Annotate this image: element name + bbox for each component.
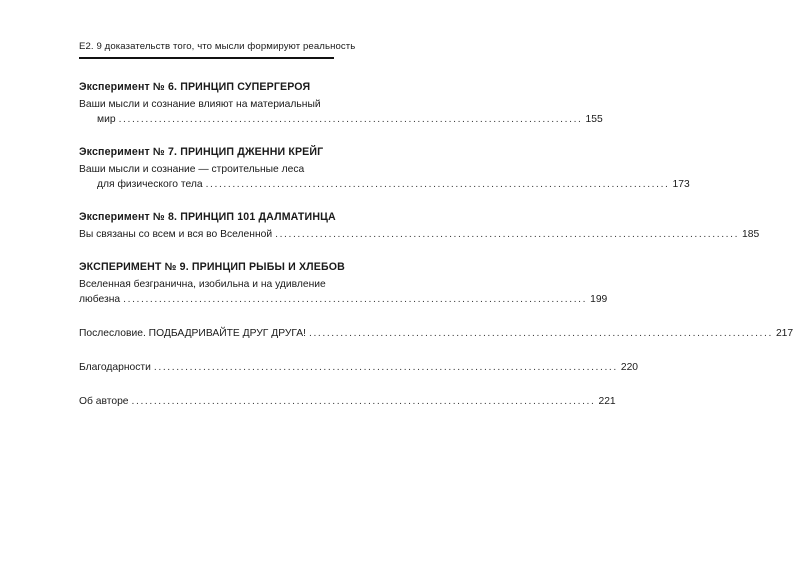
dot-leader: ........................................................................................................	[153, 362, 618, 373]
toc-entry-subtitle: Вы связаны со всем и вся во Вселенной	[79, 229, 273, 240]
page-number: 173	[672, 179, 690, 190]
page-number: 185	[742, 229, 760, 240]
toc-entry-text: Послесловие. ПОДБАДРИВАЙТЕ ДРУГ ДРУГА!	[79, 328, 306, 339]
dot-leader: ........................................................................................................	[118, 114, 583, 125]
toc-entry-subtitle-continued: любезна	[79, 294, 121, 305]
toc-entry-subtitle-continued: для физического тела	[97, 179, 203, 190]
table-of-contents	[79, 81, 793, 428]
toc-entry-experiment-6	[79, 81, 603, 127]
page-number: 199	[590, 294, 608, 305]
toc-entry-about-author	[79, 394, 616, 409]
toc-entry-leader-line	[79, 177, 690, 192]
page-number: 155	[585, 114, 603, 125]
page-number: 221	[598, 396, 616, 407]
toc-entry-text: Об авторе	[79, 396, 129, 407]
dot-leader: ........................................................................................................	[309, 328, 773, 339]
toc-entry-subtitle: Ваши мысли и сознание влияют на материальный	[79, 99, 321, 110]
header-rule	[79, 57, 334, 59]
toc-entry-subtitle: Ваши мысли и сознание — строительные леса	[79, 164, 305, 175]
dot-leader: ........................................................................................................	[205, 179, 670, 190]
dot-leader: ........................................................................................................	[275, 229, 740, 240]
toc-entry-experiment-8	[79, 211, 760, 242]
toc-entry-afterword	[79, 326, 793, 341]
toc-entry-title: ЭКСПЕРИМЕНТ № 9. ПРИНЦИП РЫБЫ И ХЛЕБОВ	[79, 261, 345, 273]
toc-entry-leader-line	[79, 292, 608, 307]
toc-entry-text: Благодарности	[79, 362, 151, 373]
toc-entry-title: Эксперимент № 7. ПРИНЦИП ДЖЕННИ КРЕЙГ	[79, 146, 324, 158]
page-number: 217	[775, 328, 793, 339]
toc-entry-subtitle-continued: мир	[97, 114, 116, 125]
toc-entry-acknowledgements	[79, 360, 639, 375]
toc-entry-title: Эксперимент № 8. ПРИНЦИП 101 ДАЛМАТИНЦА	[79, 211, 336, 223]
page-number: 220	[620, 362, 639, 373]
toc-entry-leader-line	[79, 112, 603, 127]
toc-entry-title: Эксперимент № 6. ПРИНЦИП СУПЕРГЕРОЯ	[79, 81, 311, 93]
dot-leader: ........................................................................................................	[123, 294, 588, 305]
toc-entry-experiment-7	[79, 146, 690, 192]
toc-entry-leader-line	[79, 227, 760, 242]
toc-entry-experiment-9	[79, 261, 608, 307]
running-header: Е2. 9 доказательств того, что мысли формируют реальность	[79, 41, 356, 52]
toc-entry-subtitle: Вселенная безгранична, изобильна и на удивление	[79, 279, 326, 290]
dot-leader: ........................................................................................................	[131, 396, 596, 407]
